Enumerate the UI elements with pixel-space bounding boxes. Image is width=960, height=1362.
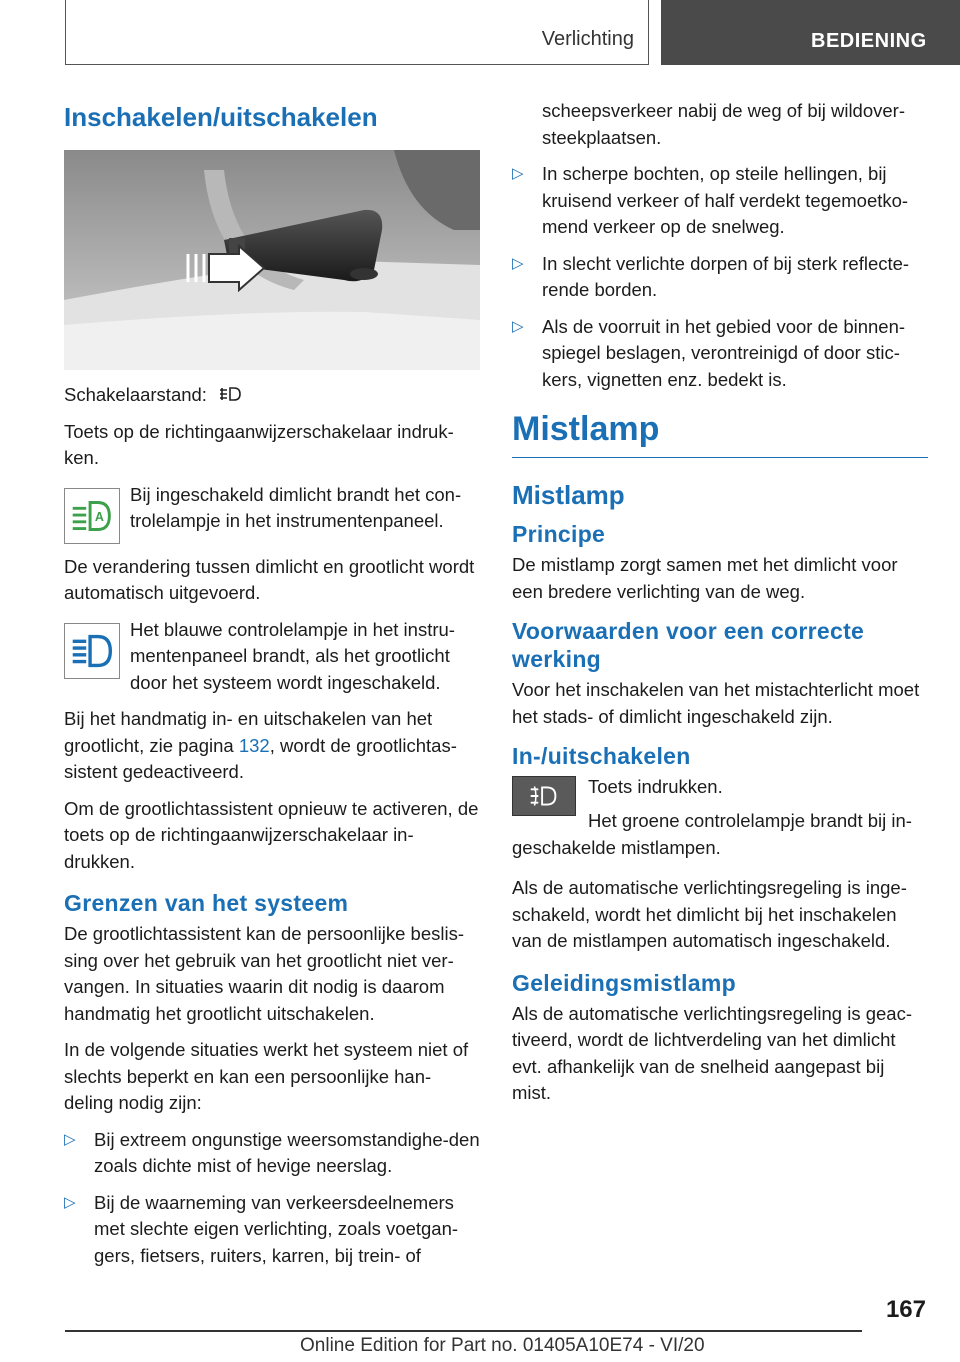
switch-position-label: Schakelaarstand: <box>64 384 207 405</box>
reactivate-text: Om de grootlichtassistent opnieuw te activeren, de toets op de richtingaanwijzerschakelaar in-drukken. <box>64 797 479 872</box>
high-beam-assist-icon <box>218 384 244 404</box>
guide-title: Geleidingsmistlamp <box>512 969 736 996</box>
blue-lamp-row <box>64 617 480 697</box>
fog-light-button-icon <box>512 776 576 816</box>
press-button-text: Toets indrukken. <box>588 776 723 797</box>
page-link[interactable]: 132 <box>238 734 270 756</box>
left-column <box>64 100 480 1279</box>
svg-text:A: A <box>94 509 104 524</box>
manual-text-a: Bij het handmatig in- en uitschakelen van het grootlicht, zie pagina <box>64 708 433 756</box>
high-beam-indicator-icon <box>64 623 120 679</box>
triangle-bullet-icon: ▷ <box>64 1193 76 1211</box>
page-number: 167 <box>885 1296 926 1323</box>
triangle-bullet-icon: ▷ <box>512 317 524 335</box>
auto-fog-text: Als de automatische verlichtingsregeling is inge-schakeld, wordt het dimlicht bij het inschakelen van de mistlampen automatisch ingeschakeld. <box>512 877 907 951</box>
list-item: ▷ In slecht verlichte dorpen of bij sterk reflecte-rende borden. <box>512 252 910 300</box>
triangle-bullet-icon: ▷ <box>512 165 524 182</box>
continued-text: scheepsverkeer nabij de weg of bij wildover-steekplaatsen. <box>542 100 905 148</box>
list-item: ▷ In scherpe bochten, op steile hellingen, bij kruisend verkeer of half verdekt tegemoetko-mend verkeer op de snelweg. <box>512 163 909 237</box>
limits-list-continued <box>512 161 928 393</box>
list-item: ▷ Bij de waarneming van verkeersdeelnemers met slechte eigen verlichting, zoals voetgan-gers, fietsers, ruiters, karren, bij trein- of <box>64 1191 459 1266</box>
green-lamp-row <box>64 482 480 544</box>
auto-text: De verandering tussen dimlicht en grootlicht wordt automatisch uitgevoerd. <box>64 555 475 603</box>
switch-position-line <box>64 382 480 409</box>
limits-title: Grenzen van het systeem <box>64 890 349 916</box>
triangle-bullet-icon: ▷ <box>64 1130 76 1148</box>
conditions-title: Voorwaarden voor een correcte werking <box>512 618 865 672</box>
onoff-title: In-/uitschakelen <box>512 743 691 769</box>
footer-rule <box>65 1330 862 1332</box>
principle-text: De mistlamp zorgt samen met het dimlicht voor een bredere verlichting van de weg. <box>512 554 898 602</box>
stalk-photo <box>64 150 480 370</box>
green-lamp-text: Het groene controlelampje brandt bij in-geschakelde mistlampen. <box>512 810 912 858</box>
green-lamp-text: Bij ingeschakeld dimlicht brandt het con-trolelampje in het instrumentenpaneel. <box>130 483 462 531</box>
blue-lamp-text: Het blauwe controlelampje in het instru-mentenpaneel brandt, als het grootlicht door het systeem wordt ingeschakeld. <box>130 618 455 693</box>
guide-text: Als de automatische verlichtingsregeling is geac-tiveerd, wordt de lichtverdeling van het dimlicht evt. afhankelijk van de snelheid aangepast bij mist. <box>512 1002 913 1103</box>
triangle-bullet-icon: ▷ <box>512 254 524 272</box>
list-item: ▷ Als de voorruit in het gebied voor de binnen-spiegel beslagen, verontreinigd of door stic-kers, vignetten enz. bedekt is. <box>512 315 906 390</box>
low-beam-indicator-icon <box>64 488 120 544</box>
footer-text: Online Edition for Part no. 01405A10E74 - VI/20 <box>300 1335 705 1356</box>
header-chapter: BEDIENING <box>661 0 960 65</box>
press-text: Toets op de richtingaanwijzerschakelaar indruk-ken. <box>64 420 454 468</box>
header-section: Verlichting <box>541 28 634 50</box>
limits-situations: In de volgende situaties werkt het systeem niet of slechts beperkt en kan een persoonlijke han-deling nodig zijn: <box>64 1039 469 1113</box>
manual-text <box>64 706 480 786</box>
principle-title: Principe <box>512 521 606 547</box>
manual-text-b: , wordt de grootlichtas-sistent gedeactiveerd. <box>64 734 457 782</box>
chapter-title: Mistlamp <box>512 409 928 458</box>
conditions-text: Voor het inschakelen van het mistachterlicht moet het stads- of dimlicht ingeschakeld zijn. <box>512 679 920 727</box>
limits-list <box>64 1127 480 1270</box>
section-title: Inschakelen/uitschakelen <box>64 102 378 132</box>
list-item: ▷ Bij extreem ongunstige weersomstandighe-den zoals dichte mist of hevige neerslag. <box>64 1128 480 1176</box>
right-column <box>512 98 928 1117</box>
sub-title: Mistlamp <box>512 480 625 510</box>
limits-intro: De grootlichtassistent kan de persoonlijke beslis-sing over het gebruik van het grootlicht niet ver-vangen. In situaties waarin dit nodig is daarom handmatig het grootlicht uitschakelen. <box>64 923 465 1024</box>
